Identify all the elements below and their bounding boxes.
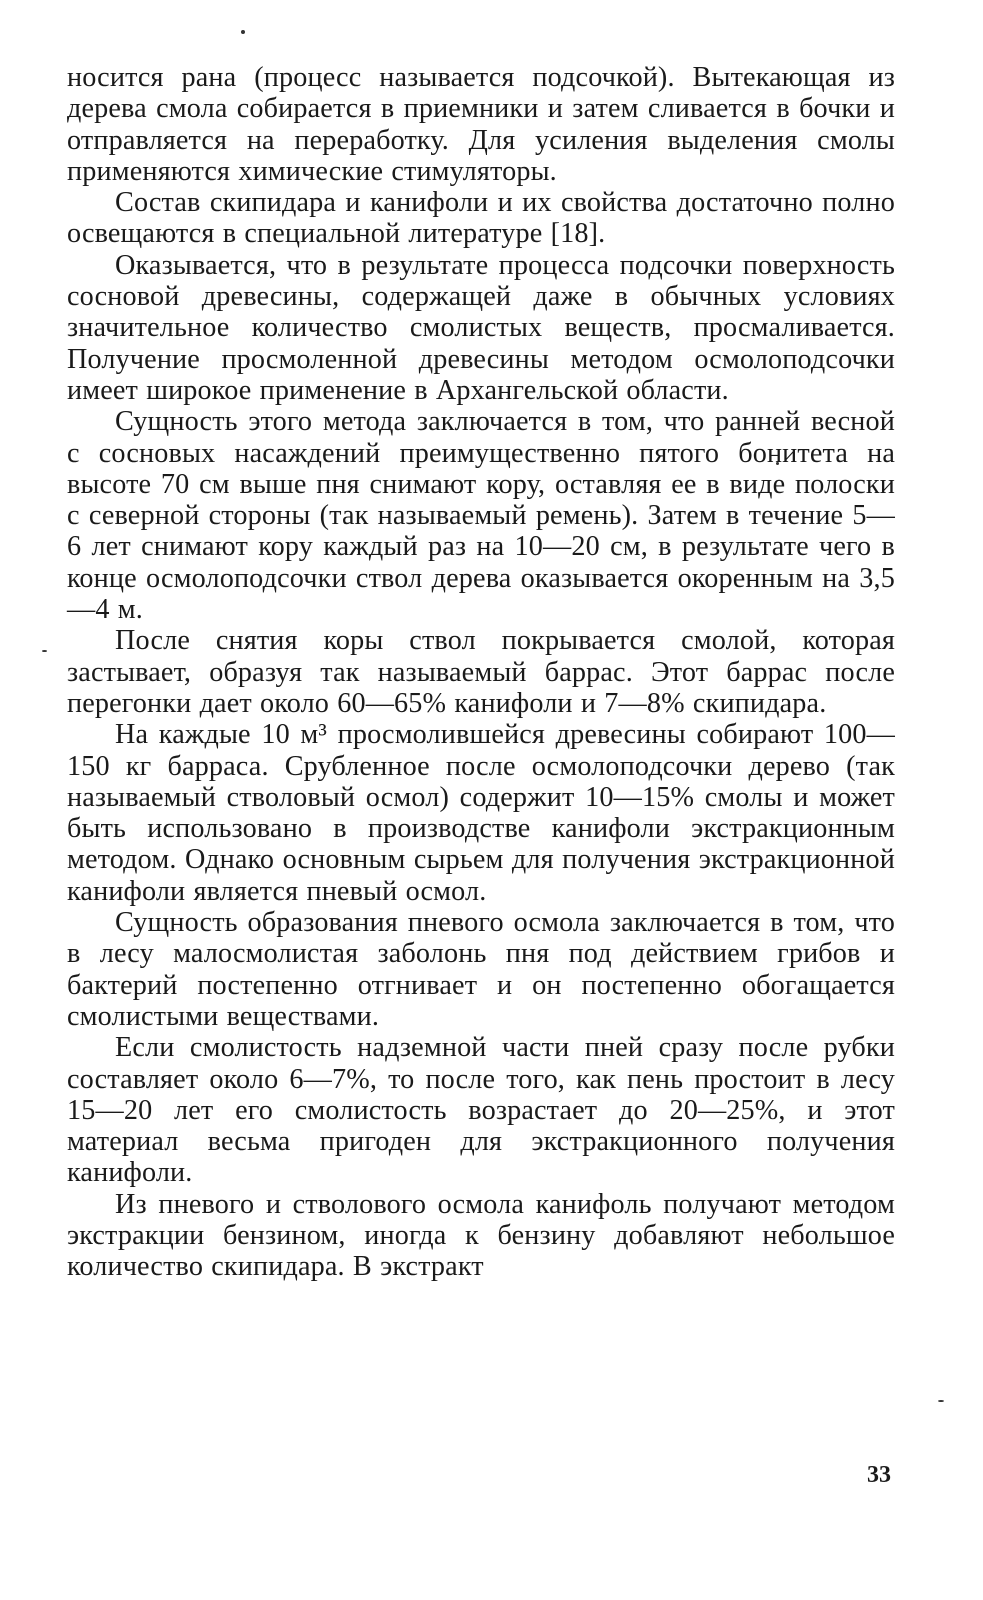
page-number: 33 xyxy=(867,1462,891,1488)
paragraph: Состав скипидара и канифоли и их свойства достаточно полно освещаются в специальной литературе [18]. xyxy=(67,187,895,250)
paragraph: На каждые 10 м³ просмолившейся древесины собирают 100—150 кг барраса. Срубленное после осмолоподсочки дерево (так называемый стволовый осмол) содержит 10—15% смолы и может быть использовано в производстве канифоли экстракционным методом. Однако основным сырьем для получения экстракционной канифоли является пневый осмол. xyxy=(67,719,895,907)
paragraph: Оказывается, что в результате процесса подсочки поверхность сосновой древесины, содержащей даже в обычных условиях значительное количество смолистых веществ, просмаливается. Получение просмоленной древесины методом осмолоподсочки имеет широкое применение в Архангельской области. xyxy=(67,249,895,406)
page-body xyxy=(67,62,895,1283)
scan-speck xyxy=(42,650,47,652)
scan-speck xyxy=(241,30,245,34)
paragraph: Сущность образования пневого осмола заключается в том, что в лесу малосмолистая заболонь пня под действием грибов и бактерий постепенно отгнивает и он постепенно обогащается смолистыми веществами. xyxy=(67,907,895,1032)
paragraph: носится рана (процесс называется подсочкой). Вытекающая из дерева смола собирается в приемники и затем сливается в бочки и отправляется на переработку. Для усиления выделения смолы применяются химические стимуляторы. xyxy=(67,62,895,187)
scan-speck xyxy=(938,1400,944,1402)
paragraph: После снятия коры ствол покрывается смолой, которая застывает, образуя так называемый баррас. Этот баррас после перегонки дает около 60—65% канифоли и 7—8% скипидара. xyxy=(67,625,895,719)
paragraph: Сущность этого метода заключается в том, что ранней весной с сосновых насаждений преимущественно пятого бонитета на высоте 70 см выше пня снимают кору, оставляя ее в виде полоски с северной стороны (так называемый ремень). Затем в течение 5—6 лет снимают кору каждый раз на 10—20 см, в результате чего в конце осмолоподсочки ствол дерева оказывается окоренным на 3,5—4 м. xyxy=(67,406,895,626)
paragraph: Из пневого и стволового осмола канифоль получают методом экстракции бензином, иногда к бензину добавляют небольшое количество скипидара. В экстракт xyxy=(67,1188,895,1283)
paragraph: Если смолистость надземной части пней сразу после рубки составляет около 6—7%, то после того, как пень простоит в лесу 15—20 лет его смолистость возрастает до 20—25%, и этот материал весьма пригоден для экстракционного получения канифоли. xyxy=(67,1032,895,1189)
